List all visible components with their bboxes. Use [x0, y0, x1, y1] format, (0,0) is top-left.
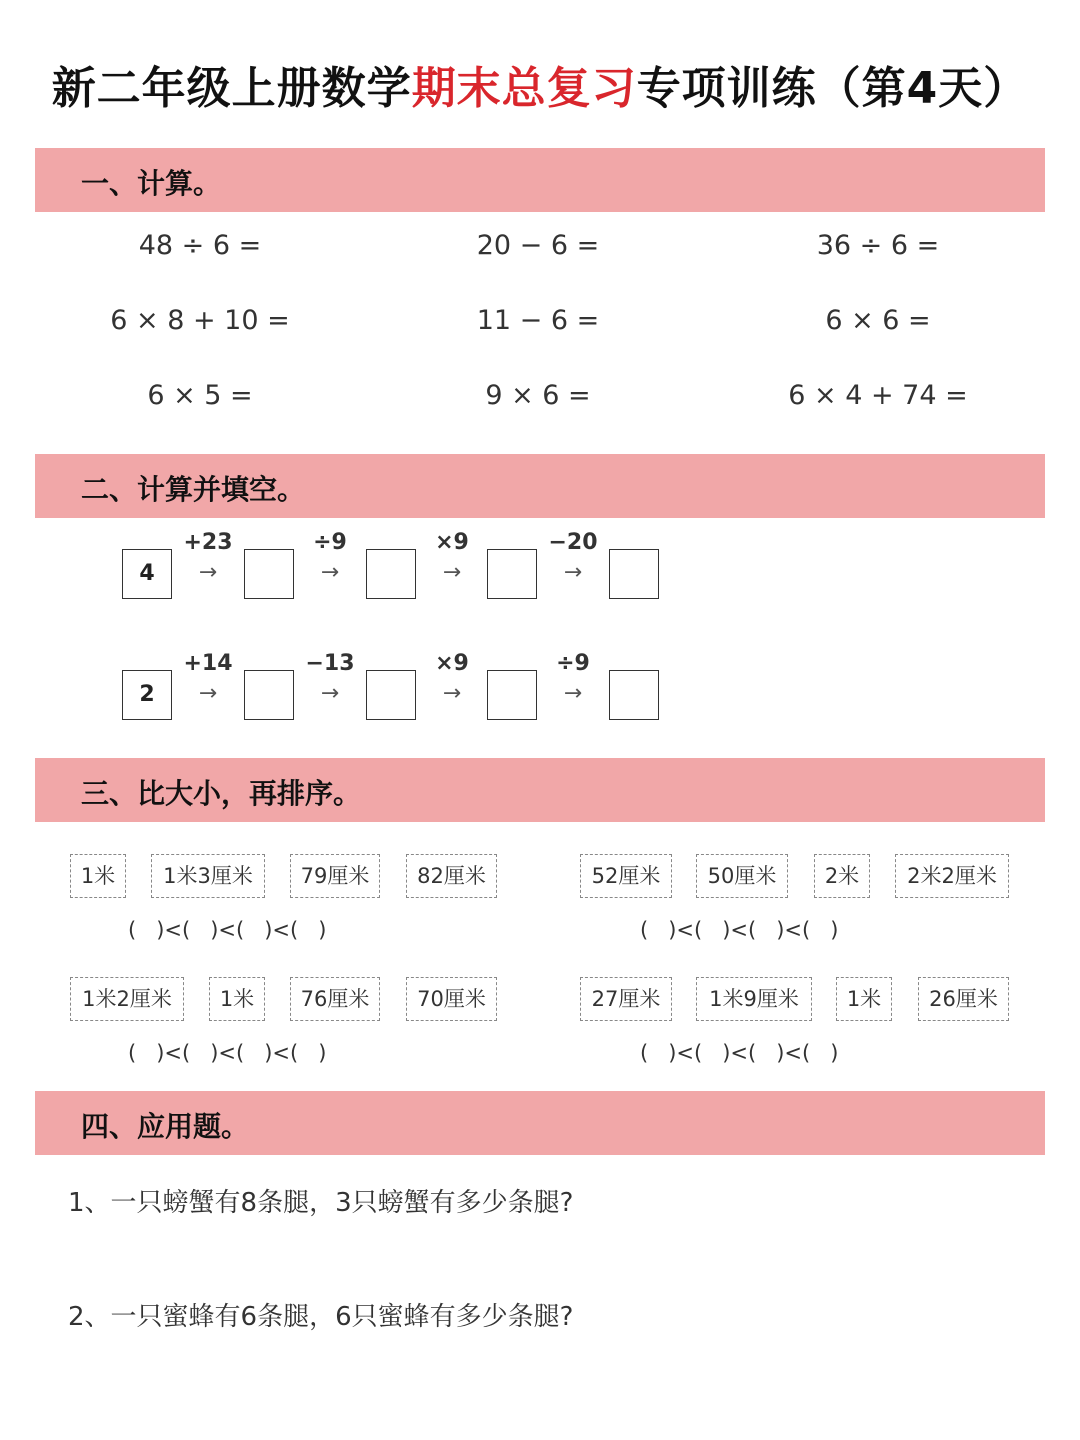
chain-operation: −13: [305, 651, 355, 676]
calc-item: 6 × 6 =: [825, 305, 931, 336]
section-header-4: [35, 1091, 1045, 1155]
title-highlight: 期末总复习: [411, 63, 637, 114]
chain-operation: ÷9: [556, 651, 590, 676]
section-header-2: [35, 454, 1045, 518]
chain-operation: −20: [548, 530, 598, 555]
answer-box[interactable]: [487, 549, 537, 599]
calc-item: 11 − 6 =: [476, 305, 600, 336]
length-tag: 70厘米: [406, 977, 497, 1021]
arrow-icon: →: [563, 560, 583, 585]
page-title: [0, 52, 1080, 116]
section-title-1: 一、计算。: [81, 167, 222, 200]
calc-item: 9 × 6 =: [485, 380, 591, 411]
section-header-3: [35, 758, 1045, 822]
answer-box[interactable]: [609, 549, 659, 599]
chain-start-box: 4: [122, 549, 172, 599]
calc-item: 48 ÷ 6 =: [138, 230, 262, 261]
calc-item: 6 × 8 + 10 =: [110, 305, 290, 336]
title-part3: 专项训练（第4天）: [636, 63, 1029, 114]
length-tag: 79厘米: [290, 854, 380, 898]
chain-start-box: 2: [122, 670, 172, 720]
length-tag: 82厘米: [406, 854, 497, 898]
answer-box[interactable]: [244, 549, 294, 599]
arrow-icon: →: [198, 560, 218, 585]
answer-box[interactable]: [487, 670, 537, 720]
order-answer-line[interactable]: ( )<( )<( )<( ): [128, 918, 327, 942]
answer-box[interactable]: [366, 670, 416, 720]
arrow-icon: →: [563, 681, 583, 706]
section-title-4: 四、应用题。: [81, 1110, 250, 1143]
length-tag: 1米3厘米: [151, 854, 265, 898]
answer-box[interactable]: [609, 670, 659, 720]
answer-box[interactable]: [244, 670, 294, 720]
length-tag: 1米2厘米: [70, 977, 184, 1021]
arrow-icon: →: [198, 681, 218, 706]
length-tag: 52厘米: [580, 854, 672, 898]
length-tag: 27厘米: [580, 977, 672, 1021]
length-tag: 1米9厘米: [696, 977, 812, 1021]
chain-operation: ×9: [435, 530, 469, 555]
order-answer-line[interactable]: ( )<( )<( )<( ): [128, 1041, 327, 1065]
order-answer-line[interactable]: ( )<( )<( )<( ): [640, 1041, 839, 1065]
arrow-icon: →: [442, 560, 462, 585]
chain-operation: +23: [183, 530, 233, 555]
calc-item: 6 × 4 + 74 =: [788, 380, 968, 411]
arrow-icon: →: [320, 681, 340, 706]
length-tag: 2米2厘米: [895, 854, 1009, 898]
length-tag: 76厘米: [290, 977, 380, 1021]
arrow-icon: →: [320, 560, 340, 585]
word-problem-1: 1、一只螃蟹有8条腿，3只螃蟹有多少条腿?: [68, 1188, 574, 1218]
length-tag: 2米: [814, 854, 870, 898]
length-tag: 50厘米: [696, 854, 788, 898]
order-answer-line[interactable]: ( )<( )<( )<( ): [640, 918, 839, 942]
section-title-2: 二、计算并填空。: [81, 473, 306, 506]
calc-item: 20 − 6 =: [476, 230, 600, 261]
length-tag: 1米: [70, 854, 126, 898]
section-title-3: 三、比大小，再排序。: [81, 777, 362, 810]
length-tag: 26厘米: [918, 977, 1009, 1021]
calc-item: 36 ÷ 6 =: [816, 230, 940, 261]
arrow-icon: →: [442, 681, 462, 706]
length-tag: 1米: [209, 977, 265, 1021]
title-part1: 新二年级上册数学: [51, 63, 412, 114]
chain-operation: +14: [183, 651, 233, 676]
length-tag: 1米: [836, 977, 892, 1021]
chain-operation: ×9: [435, 651, 469, 676]
answer-box[interactable]: [366, 549, 416, 599]
word-problem-2: 2、一只蜜蜂有6条腿，6只蜜蜂有多少条腿?: [68, 1302, 574, 1332]
section-header-1: [35, 148, 1045, 212]
chain-operation: ÷9: [313, 530, 347, 555]
calc-item: 6 × 5 =: [147, 380, 253, 411]
